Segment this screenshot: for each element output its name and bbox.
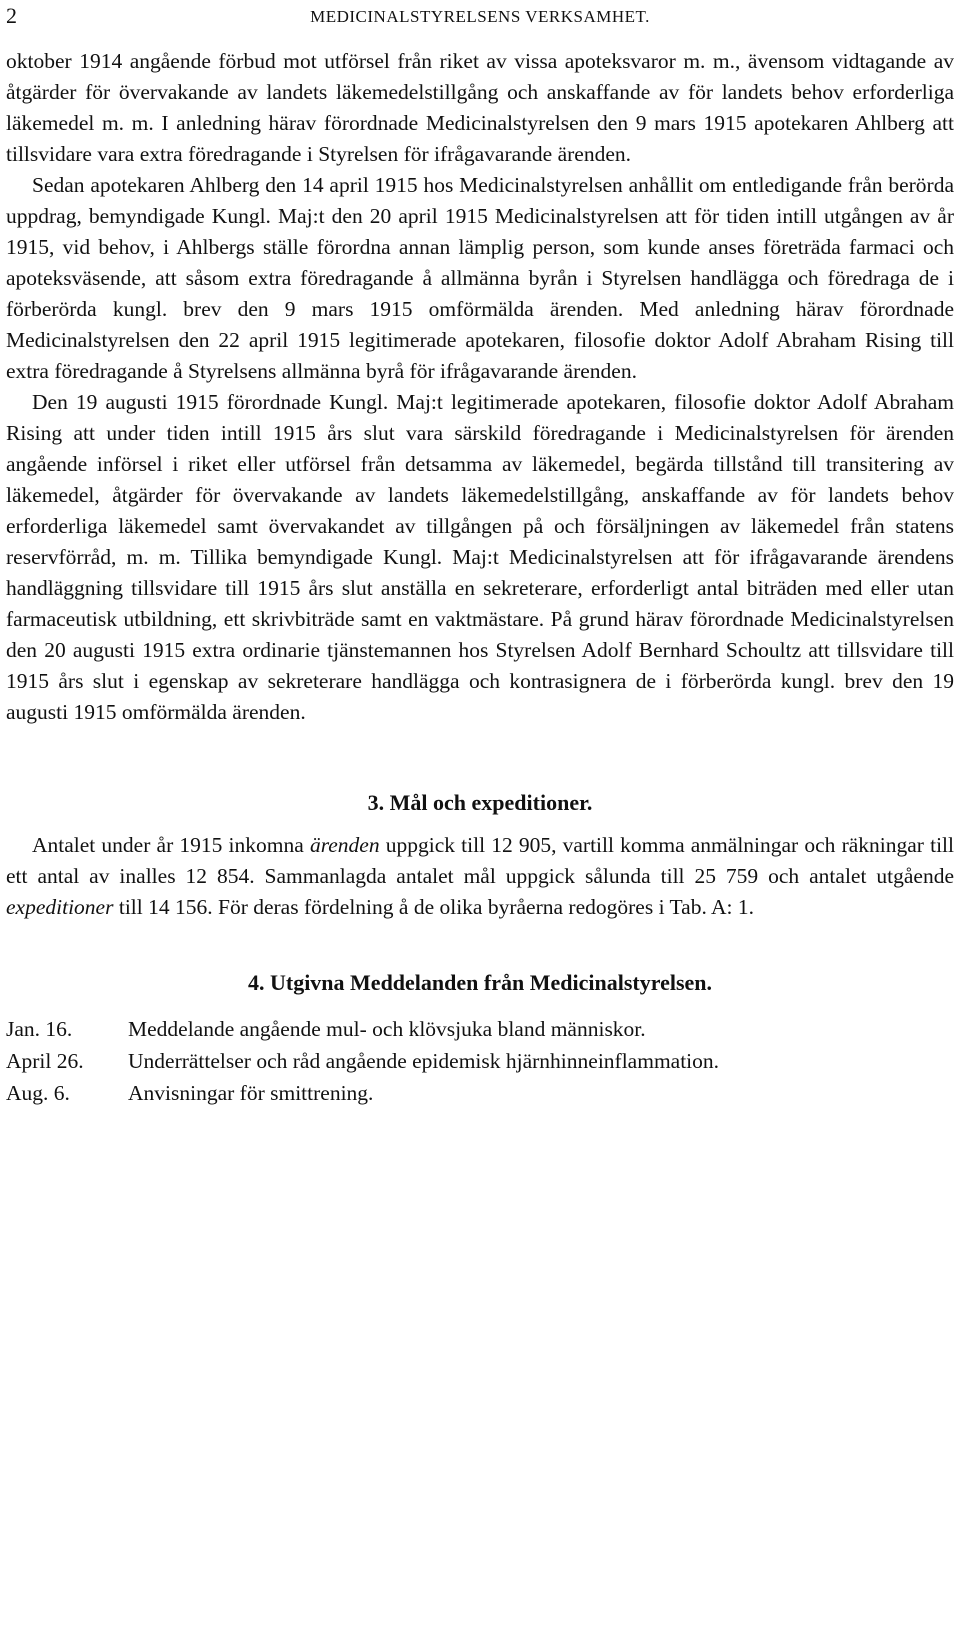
- section3-italic-expeditioner: expeditioner: [6, 895, 114, 919]
- section3-text-part: Antalet under år 1915 inkomna: [32, 833, 310, 857]
- publication-title: Meddelande angående mul- och klövsjuka bland människor.: [128, 1017, 646, 1041]
- paragraph-continuation: oktober 1914 angående förbud mot utförsel från riket av vissa apoteksvaror m. m., ävensom vidtagande av åtgärder för övervakande av landets läkemedelstillgång och anskaffande av för landets behov erforderliga läkemedel m. m. I anledning härav förordnade Medicinalstyrelsen den 9 mars 1915 apotekaren Ahlberg att tillsvidare vara extra föredragande i Styrelsen för ifrågavarande ärenden.: [6, 49, 954, 166]
- section3-paragraph: [6, 830, 954, 923]
- publication-title: Underrättelser och råd angående epidemisk hjärnhinneinflammation.: [128, 1049, 720, 1073]
- publication-item: [6, 1077, 954, 1109]
- running-header: [0, 4, 960, 28]
- publication-date: April 26.: [6, 1049, 84, 1073]
- publication-item: [6, 1045, 954, 1077]
- publication-date: Aug. 6.: [6, 1081, 70, 1105]
- section3-italic-arenden: ärenden: [309, 833, 380, 857]
- publication-item: [6, 1013, 954, 1045]
- publication-list: [6, 1013, 954, 1109]
- publication-date: Jan. 16.: [6, 1017, 73, 1041]
- publication-title: Anvisningar för smittrening.: [128, 1081, 374, 1105]
- page-number: 2: [6, 3, 17, 28]
- paragraph: Den 19 augusti 1915 förordnade Kungl. Maj:t legitimerade apotekaren, filosofie doktor Adolf Abraham Rising att under tiden intill 1915 års slut vara särskild föredragande i Medicinalstyrelsen för ärenden angående införsel i riket eller utförsel från detsamma av läkemedel, begärda tillstånd till transitering av läkemedel, åtgärder för övervakande av landets läkemedelstillgång, anskaffande av för landets behov erforderliga läkemedel samt övervakandet av tillgången på och försäljningen av läkemedel från statens reservförråd, m. m. Tillika bemyndigade Kungl. Maj:t Medicinalstyrelsen att för ifrågavarande ärendens handläggning tillsvidare till 1915 års slut anställa en sekreterare, erforderligt antal biträden med eller utan farmaceutisk utbildning, ett skrivbiträde samt en vaktmästare. På grund härav förordnade Medicinalstyrelsen den 20 augusti 1915 extra ordinarie tjänstemannen hos Styrelsen Adolf Bernhard Schoultz att tillsvidare till 1915 års slut i egenskap av sekreterare handlägga och kontrasignera de i förberörda kungl. brev den 19 augusti 1915 omförmälda ärenden.: [6, 390, 954, 724]
- running-title: MEDICINALSTYRELSENS VERKSAMHET.: [310, 7, 650, 26]
- paragraph: Sedan apotekaren Ahlberg den 14 april 1915 hos Medicinalstyrelsen anhållit om entledigande från berörda uppdrag, bemyndigade Kungl. Maj:t den 20 april 1915 Medicinalstyrelsen att för tiden intill utgången av år 1915, vid behov, i Ahlbergs ställe förordna annan lämplig person, som kunde anses företräda farmaci och apoteksväsende, att såsom extra föredragande å allmänna byrån i Styrelsen handlägga och föredraga de i förberörda kungl. brev den 9 mars 1915 omförmälda ärenden. Med anledning härav förordnade Medicinalstyrelsen den 22 april 1915 legitimerade apotekaren, filosofie doktor Adolf Abraham Rising till extra föredragande å Styrelsens allmänna byrå för ifrågavarande ärenden.: [6, 173, 954, 383]
- section-heading-mal-och-expeditioner: 3. Mål och expeditioner.: [367, 790, 593, 815]
- section3-text-part: uppgick till 12 905, vartill komma anmälningar och räkningar till ett antal av inalles 12 854. Sammanlagda antalet mål uppgick sålunda till 25 759 och antalet utgående: [6, 833, 954, 888]
- body-text: [6, 46, 954, 1109]
- section3-text-part: till 14 156. För deras fördelning å de olika byråerna redogöres i Tab. A: 1.: [113, 895, 755, 919]
- section-heading-utgivna-meddelanden: 4. Utgivna Meddelanden från Medicinalstyrelsen.: [247, 970, 713, 995]
